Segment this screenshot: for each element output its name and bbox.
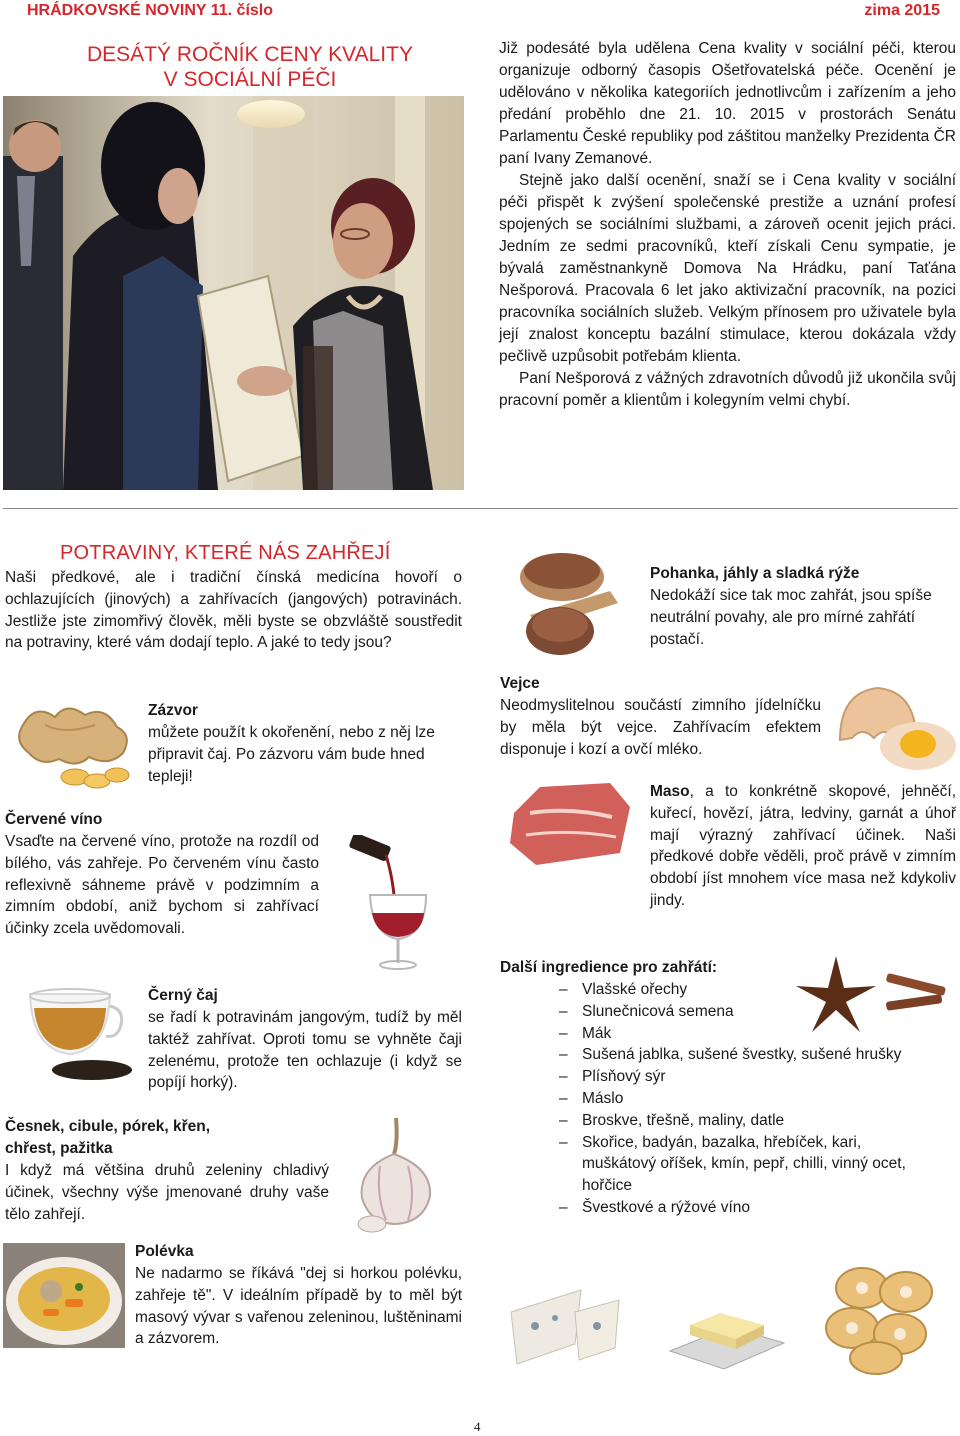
- list-dash: –: [559, 1046, 568, 1064]
- ingredient-text: Máslo: [582, 1089, 624, 1107]
- article1-paragraph: Paní Nešporová z vážných zdravotních důvodů již ukončila svůj pracovní poměr a klientům i kolegyním velmi chybí.: [499, 370, 956, 409]
- ingredient-text: Vlašské ořechy: [582, 981, 688, 998]
- list-item: [500, 1066, 930, 1088]
- ginger-image: [5, 695, 140, 795]
- pohanka-text: Nedokáží sice tak moc zahřát, jsou spíše neutrální povahy, ale pro mírné zahřátí postačí.: [650, 587, 932, 648]
- page-number: 4: [474, 1419, 481, 1434]
- list-item: [500, 1044, 930, 1066]
- list-dash: –: [559, 1198, 568, 1216]
- polevka-title: Polévka: [135, 1243, 194, 1260]
- butter-image: [660, 1295, 790, 1380]
- list-item: [500, 1197, 930, 1219]
- list-dash: –: [559, 1111, 568, 1129]
- list-item: [500, 1023, 930, 1045]
- article1-title-line1: DESÁTÝ ROČNÍK CENY KVALITY: [87, 43, 413, 66]
- article1-title-line2: V SOCIÁLNÍ PÉČI: [163, 68, 337, 91]
- section-divider: [3, 508, 958, 509]
- list-item: [500, 979, 930, 1001]
- maso-text-block: [650, 781, 956, 912]
- zazvor-title: Zázvor: [148, 702, 198, 719]
- cesnek-title-line2: chřest, pažitka: [5, 1140, 113, 1157]
- vino-text: Vsaďte na červené víno, protože na rozdíl od bílého, vás zahřeje. Po červeném vínu často reflexivně sáhneme právě v podzimním a zimním období, aniž bychom si zahřívací účinky zcela uvědomovali.: [5, 833, 319, 938]
- issue-season: zima 2015: [864, 2, 940, 19]
- zazvor-text: můžete použít k okořenění, nebo z něj lze připravit čaj. Po zázvoru vám bude hned tepleji!: [148, 724, 435, 785]
- list-item: [500, 1088, 930, 1110]
- article2-intro: Naši předkové, ale i tradiční čínská medicína hovoří o ochlazujících (jinových) a zahřívacích (jangových) potravinách. Jestliže jste zimomřivý člověk, měli byste se obzvláště soustředit na potraviny, které vám dodají teplo. A jaké to tedy jsou?: [5, 569, 462, 652]
- ingredient-text: Švestkové a rýžové víno: [582, 1198, 750, 1216]
- caj-title: Černý čaj: [148, 987, 218, 1004]
- tea-image: [20, 980, 135, 1085]
- vino-title: Červené víno: [5, 811, 103, 828]
- list-dash: –: [559, 1068, 568, 1086]
- list-dash: –: [559, 1089, 568, 1107]
- maso-text: , a to konkrétně skopové, jehněčí, kuřecí, hovězí, játra, ledviny, garnát a úhoř mají výrazný zahřívací účinek. Naši předkové dobře věděli, proč právě v zimním období jíst mnohem více masa než kdykoliv jindy.: [650, 783, 956, 909]
- list-item: [500, 1132, 930, 1197]
- caj-text: se řadí k potravinám jangovým, tudíž by měl taktéž zahřívat. Oproti tomu se vyhněte čaji zelenému, protože ten ochlazuje (i když se popíjí horký).: [148, 1009, 462, 1092]
- newspaper-name: HRÁDKOVSKÉ NOVINY 11. číslo: [27, 2, 273, 19]
- list-dash: –: [559, 1133, 568, 1151]
- blue-cheese-image: [505, 1282, 625, 1372]
- vejce-text: Neodmyslitelnou součástí zimního jídelníčku by měla být vejce. Zahřívacím efektem disponuje i kozí a ovčí mléko.: [500, 697, 821, 758]
- cesnek-title-line1: Česnek, cibule, pórek, křen,: [5, 1118, 211, 1135]
- egg-image: [832, 680, 958, 772]
- award-ceremony-photo: [3, 96, 464, 490]
- article1-paragraph: Již podesáté byla udělena Cena kvality v sociální péči, kterou organizuje odborný časopis Ošetřovatelská péče. Ocenění je udělováno v několika kategoriích jednotlivcům i zařízením a jeho předání proběhlo dne 21. 10. 2015 v prostorách Senátu Parlamentu České republiky pod záštitou manželky Prezidenta ČR paní Ivany Zemanové.: [499, 40, 956, 167]
- buckwheat-image: [500, 545, 640, 665]
- pohanka-title: Pohanka, jáhly a sladká rýže: [650, 565, 860, 582]
- list-dash: –: [559, 1024, 568, 1042]
- ingredient-text: Sušená jablka, sušené švestky, sušené hrušky: [582, 1046, 902, 1064]
- article1-paragraph: Stejně jako další ocenění, snaží se i Cena kvality v sociální péči přispět k zvýšení společenské prestiže a uznání profesí spojených se sociálními službami, a zároveň ocenit jejich práci. Jedním ze sedmi pracovníků, kteří získali Cenu sympatie, je bývalá zaměstnankyně Domova Na Hrádku, paní Taťána Nešporová. Pracovala 6 let jako aktivizační pracovník, na pozici pracovníka sociálních služeb. Velkým přínosem pro uživatele byla její znalost konceptu bazální stimulace, kterou dokázala vždy pečlivě uzpůsobit potřebám klienta.: [499, 172, 956, 365]
- ingredients-list: [500, 979, 930, 1219]
- ingredient-text: Skořice, badyán, bazalka, hřebíček, kari, muškátový oříšek, kmín, pepř, chilli, vinný ocet, hořčice: [582, 1133, 906, 1195]
- ingredient-text: Plísňový sýr: [582, 1068, 666, 1086]
- soup-image: [3, 1243, 125, 1348]
- ingredient-text: Broskve, třešně, maliny, datle: [582, 1111, 785, 1129]
- dried-apples-image: [812, 1262, 952, 1377]
- article1-body: [499, 38, 956, 412]
- meat-image: [500, 773, 638, 873]
- list-dash: –: [559, 1002, 568, 1020]
- article1-title: [40, 42, 460, 92]
- award-photo-illustration: [3, 96, 464, 490]
- list-dash: –: [559, 981, 568, 998]
- list-item: [500, 1110, 930, 1132]
- dalsi-title: Další ingredience pro zahřátí:: [500, 959, 718, 976]
- wine-image: [342, 835, 442, 975]
- garlic-image: [340, 1112, 448, 1234]
- list-item: [500, 1001, 930, 1023]
- ingredient-text: Mák: [582, 1024, 612, 1042]
- maso-title: Maso: [650, 783, 690, 800]
- vejce-title: Vejce: [500, 675, 540, 692]
- ingredient-text: Slunečnicová semena: [582, 1002, 734, 1020]
- polevka-text: Ne nadarmo se říkává "dej si horkou polévku, zahřeje tě". V ideálním případě by to měl být masový vývar s vařenou zeleninou, luštěninami a zázvorem.: [135, 1265, 462, 1348]
- cesnek-text: I když má většina druhů zeleniny chladivý účinek, všechny výše jmenované druhy vaše tělo zahřejí.: [5, 1162, 329, 1223]
- article2-title: POTRAVINY, KTERÉ NÁS ZAHŘEJÍ: [60, 542, 391, 564]
